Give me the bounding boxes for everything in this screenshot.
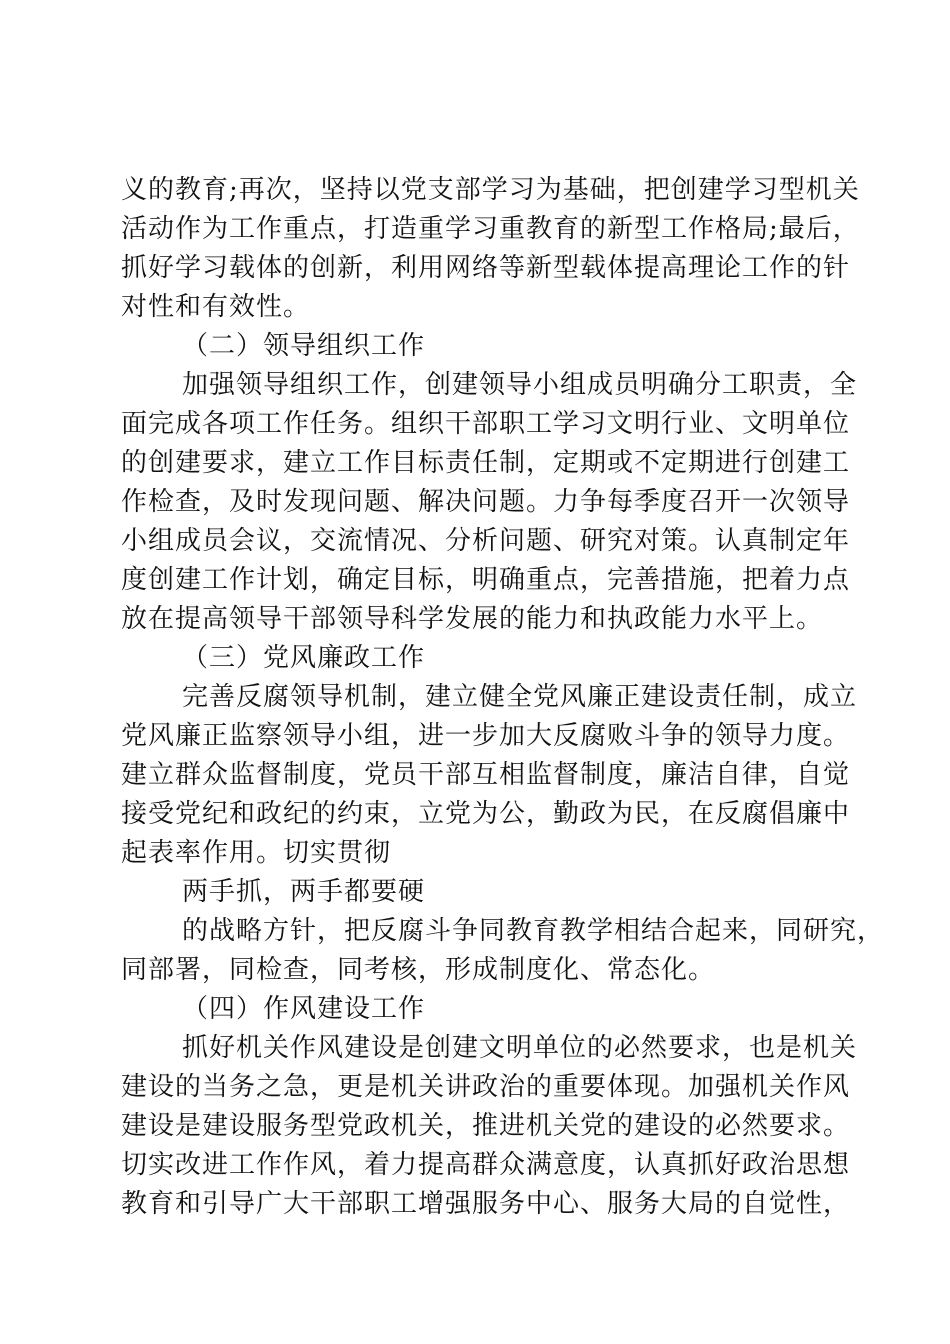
text-line: 建立群众监督制度，党员干部互相监督制度，廉洁自律，自觉 — [121, 760, 851, 790]
text-line: 建设的当务之急，更是机关讲政治的重要体现。加强机关作风 — [121, 1072, 851, 1102]
text-line: 党风廉正监察领导小组，进一步加大反腐败斗争的领导力度。 — [121, 721, 851, 751]
text-line: 的战略方针，把反腐斗争同教育教学相结合起来，同研究， — [182, 916, 885, 946]
text-line: 切实改进工作作风，着力提高群众满意度，认真抓好政治思想 — [121, 1150, 851, 1180]
text-line: 教育和引导广大干部职工增强服务中心、服务大局的自觉性， — [121, 1189, 851, 1219]
section-heading: （四）作风建设工作 — [182, 994, 426, 1024]
text-line: 对性和有效性。 — [121, 292, 311, 322]
text-line: 活动作为工作重点，打造重学习重教育的新型工作格局;最后， — [121, 214, 860, 244]
section-heading: （三）党风廉政工作 — [182, 643, 426, 673]
section-heading: （二）领导组织工作 — [182, 331, 426, 361]
text-line: 加强领导组织工作，创建领导小组成员明确分工职责，全 — [182, 370, 858, 400]
text-line: 抓好机关作风建设是创建文明单位的必然要求，也是机关 — [182, 1033, 858, 1063]
text-line: 同部署，同检查，同考核，形成制度化、常态化。 — [121, 955, 716, 985]
text-line: 的创建要求，建立工作目标责任制，定期或不定期进行创建工 — [121, 448, 851, 478]
text-line: 完善反腐领导机制，建立健全党风廉正建设责任制，成立 — [182, 682, 858, 712]
text-line: 小组成员会议，交流情况、分析问题、研究对策。认真制定年 — [121, 526, 851, 556]
text-line: 作检查，及时发现问题、解决问题。力争每季度召开一次领导 — [121, 487, 851, 517]
text-line: 两手抓，两手都要硬 — [182, 877, 426, 907]
text-line: 建设是建设服务型党政机关，推进机关党的建设的必然要求。 — [121, 1111, 851, 1141]
text-line: 接受党纪和政纪的约束，立党为公，勤政为民，在反腐倡廉中 — [121, 799, 851, 829]
text-line: 放在提高领导干部领导科学发展的能力和执政能力水平上。 — [121, 604, 824, 634]
text-line: 面完成各项工作任务。组织干部职工学习文明行业、文明单位 — [121, 409, 851, 439]
text-line: 义的教育;再次，坚持以党支部学习为基础，把创建学习型机关 — [121, 175, 860, 205]
text-line: 度创建工作计划，确定目标，明确重点，完善措施，把着力点 — [121, 565, 851, 595]
text-line: 起表率作用。切实贯彻 — [121, 838, 392, 868]
text-line: 抓好学习载体的创新，利用网络等新型载体提高理论工作的针 — [121, 253, 851, 283]
